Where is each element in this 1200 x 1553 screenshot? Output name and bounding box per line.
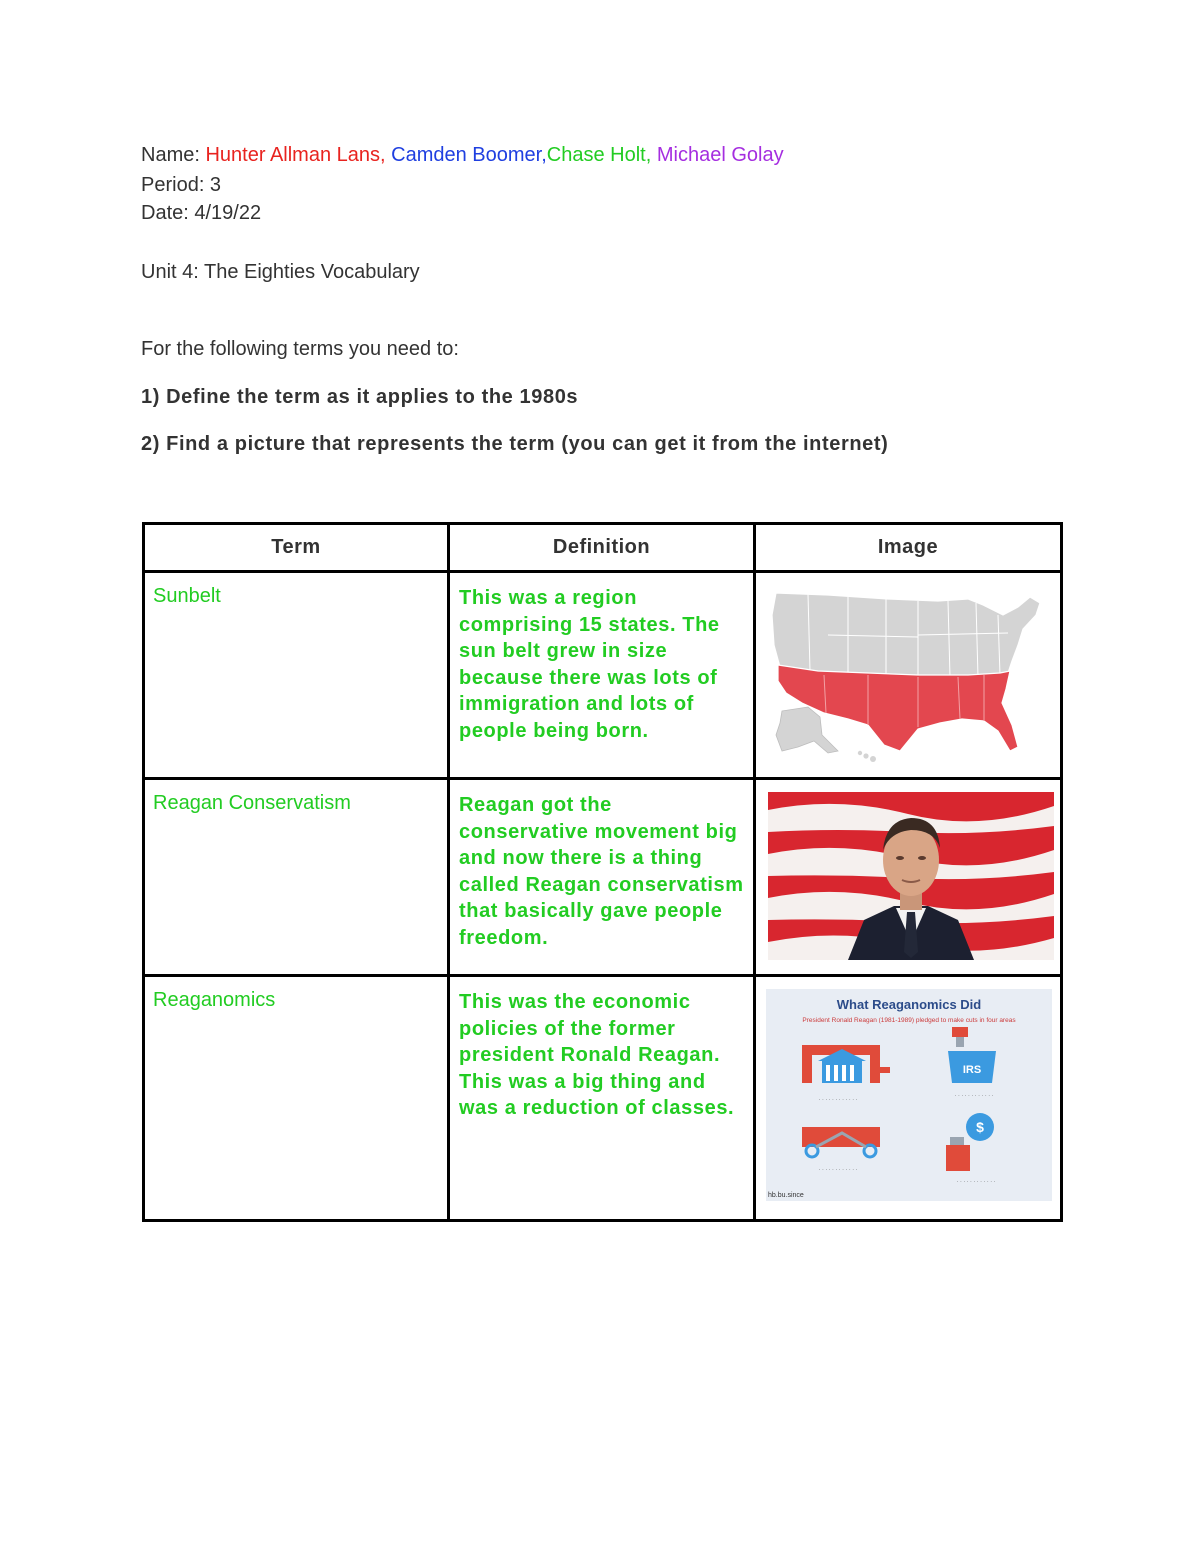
table-row: [144, 779, 1062, 976]
image-cell: [755, 779, 1062, 976]
reaganomics-infographic-image: [766, 989, 1054, 1203]
instruction-step-2: 2) Find a picture that represents the term (you can get it from the internet): [141, 433, 889, 455]
definition-cell: This was a region comprising 15 states. The sun belt grew in size because there was lots of immigration and lots of people being born.: [449, 572, 755, 779]
term-cell: Reaganomics: [144, 976, 449, 1221]
student-names: [205, 144, 783, 166]
definition-cell: Reagan got the conservative movement big and now there is a thing called Reagan conservatism that basically gave people freedom.: [449, 779, 755, 976]
infographic-title: What Reaganomics Did: [836, 997, 982, 1012]
table-row: [144, 976, 1062, 1221]
header-definition: Definition: [449, 524, 755, 572]
term-cell: Sunbelt: [144, 572, 449, 779]
name-label: Name:: [141, 144, 200, 166]
image-cell: [755, 572, 1062, 779]
term-cell: Reagan Conservatism: [144, 779, 449, 976]
svg-text:· · · · · · · · · · · ·: · · · · · · · · · · · ·: [954, 1093, 994, 1099]
header-image: Image: [755, 524, 1062, 572]
instruction-step-1: 1) Define the term as it applies to the 1980s: [141, 386, 579, 408]
student-name: Chase Holt,: [546, 144, 652, 166]
svg-text:$: $: [976, 1119, 984, 1135]
vocabulary-table: [142, 522, 1063, 1222]
student-name: Michael Golay: [656, 144, 784, 166]
infographic-subtitle: President Ronald Reagan (1981-1989) pledged to make cuts in four areas: [802, 1017, 1016, 1024]
svg-text:· · · · · · · · · · · ·: · · · · · · · · · · · ·: [818, 1167, 858, 1173]
header-term: Term: [144, 524, 449, 572]
definition-cell: This was the economic policies of the former president Ronald Reagan. This was a big thing and was a reduction of classes.: [449, 976, 755, 1221]
sunbelt-map-image: [768, 585, 1048, 763]
svg-text:IRS: IRS: [962, 1064, 982, 1076]
table-row: [144, 572, 1062, 779]
svg-text:· · · · · · · · · · · ·: · · · · · · · · · · · ·: [818, 1097, 858, 1103]
period-line: Period: 3: [141, 174, 222, 196]
student-name: Hunter Allman Lans,: [205, 144, 386, 166]
infographic-source: hb.bu.since: [768, 1192, 804, 1199]
image-cell: [755, 976, 1062, 1221]
svg-text:· · · · · · · · · · · ·: · · · · · · · · · · · ·: [956, 1179, 996, 1185]
date-line: Date: 4/19/22: [141, 202, 262, 224]
student-name: Camden Boomer,: [391, 144, 547, 166]
table-header-row: [144, 524, 1062, 572]
reagan-portrait-image: [768, 792, 1054, 960]
unit-title: Unit 4: The Eighties Vocabulary: [141, 261, 420, 283]
instructions-intro: For the following terms you need to:: [141, 338, 459, 360]
name-line: [141, 142, 784, 168]
